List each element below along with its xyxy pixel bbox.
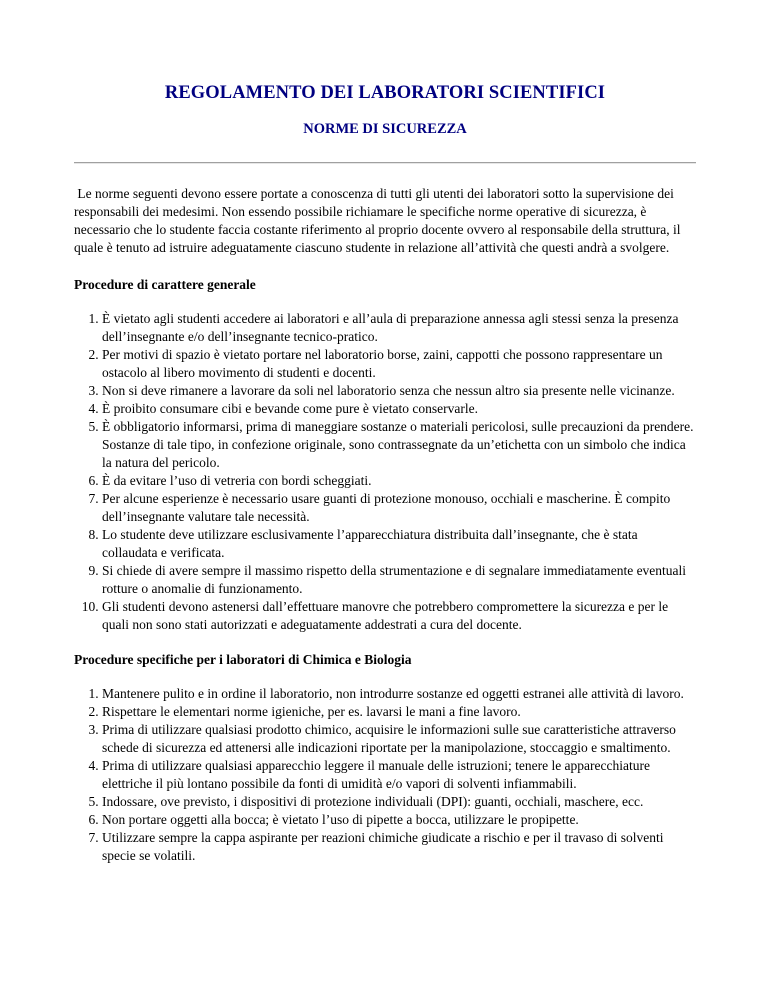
- list-item: 4. È proibito consumare cibi e bevande come pure è vietato conservarle.: [102, 400, 696, 418]
- chemistry-biology-rules-list: [74, 685, 696, 865]
- list-item: 8. Lo studente deve utilizzare esclusivamente l’apparecchiatura distribuita dall’insegnante, che è stata collaudata e verificata.: [102, 526, 696, 562]
- list-item: 3. Prima di utilizzare qualsiasi prodotto chimico, acquisire le informazioni sulle sue caratteristiche attraverso schede di sicurezza ed attenersi alle indicazioni riportate per la manipolazione, stoccaggio e smaltimento.: [102, 721, 696, 757]
- list-item: 7. Per alcune esperienze è necessario usare guanti di protezione monouso, occhiali e mascherine. È compito dell’insegnante valutare tale necessità.: [102, 490, 696, 526]
- list-item: 9. Si chiede di avere sempre il massimo rispetto della strumentazione e di segnalare immediatamente eventuali rotture o anomalie di funzionamento.: [102, 562, 696, 598]
- page-subtitle: NORME DI SICUREZZA: [303, 121, 467, 138]
- list-item: 2. Rispettare le elementari norme igieniche, per es. lavarsi le mani a fine lavoro.: [102, 703, 696, 721]
- list-item: 6. È da evitare l’uso di vetreria con bordi scheggiati.: [102, 472, 696, 490]
- list-item: 5. È obbligatorio informarsi, prima di maneggiare sostanze o materiali pericolosi, sulle precauzioni da prendere. Sostanze di tale tipo, in confezione originale, sono contrassegnate da un’etichetta con un simbolo che indica la natura del pericolo.: [102, 418, 696, 472]
- list-item: 4. Prima di utilizzare qualsiasi apparecchio leggere il manuale delle istruzioni; tenere le apparecchiature elettriche il più lontano possibile da fonti di umidità e/o vapori di solventi infiammabili.: [102, 757, 696, 793]
- list-item: 6. Non portare oggetti alla bocca; è vietato l’uso di pipette a bocca, utilizzare le propipette.: [102, 811, 696, 829]
- list-item: 1. È vietato agli studenti accedere ai laboratori e all’aula di preparazione annessa agli stessi senza la presenza dell’insegnante e/o dell’insegnante tecnico-pratico.: [102, 310, 696, 346]
- list-item: 10. Gli studenti devono astenersi dall’effettuare manovre che potrebbero compromettere la sicurezza e per le quali non sono stati autorizzati e adeguatamente addestrati a cura del docente.: [102, 598, 696, 634]
- list-item: 2. Per motivi di spazio è vietato portare nel laboratorio borse, zaini, cappotti che possono rappresentare un ostacolo al libero movimento di studenti e docenti.: [102, 346, 696, 382]
- list-item: 7. Utilizzare sempre la cappa aspirante per reazioni chimiche giudicate a rischio e per il travaso di solventi specie se volatili.: [102, 829, 696, 865]
- document-page: [74, 0, 696, 865]
- page-title: REGOLAMENTO DEI LABORATORI SCIENTIFICI: [164, 83, 606, 103]
- section-heading-chemistry-biology: Procedure specifiche per i laboratori di Chimica e Biologia: [74, 651, 412, 667]
- general-rules-list: [74, 310, 696, 634]
- list-item: 5. Indossare, ove previsto, i dispositivi di protezione individuali (DPI): guanti, occhiali, maschere, ecc.: [102, 793, 696, 811]
- section-heading-general: Procedure di carattere generale: [74, 276, 256, 292]
- list-item: 3. Non si deve rimanere a lavorare da soli nel laboratorio senza che nessun altro sia presente nelle vicinanze.: [102, 382, 696, 400]
- intro-paragraph: Le norme seguenti devono essere portate a conoscenza di tutti gli utenti dei laboratori sotto la supervisione dei responsabili dei medesimi. Non essendo possibile richiamare le specifiche norme operative di sicurezza, è necessario che lo studente faccia costante riferimento al proprio docente ovvero al responsabile della struttura, il quale è tenuto ad istruire adeguatamente ciascuno studente in relazione all’attività che questi andrà a svolgere.: [74, 185, 684, 255]
- list-item: 1. Mantenere pulito e in ordine il laboratorio, non introdurre sostanze ed oggetti estranei alle attività di lavoro.: [102, 685, 696, 703]
- horizontal-divider: [74, 162, 696, 164]
